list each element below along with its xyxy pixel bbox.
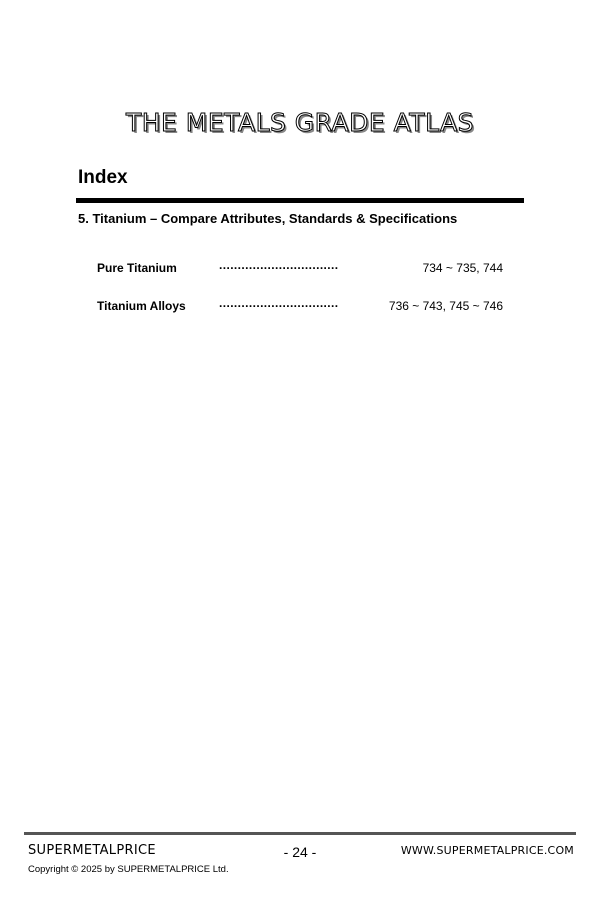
footer-divider bbox=[24, 832, 576, 835]
toc-entry-label: Titanium Alloys bbox=[97, 299, 186, 313]
footer-website-link[interactable]: WWW.SUPERMETALPRICE.COM bbox=[400, 844, 574, 857]
page-number: - 24 - bbox=[283, 844, 317, 860]
toc-dot-leader: ................................ bbox=[219, 296, 339, 310]
footer-brand: SUPERMETALPRICE bbox=[28, 843, 156, 858]
toc-entry-label: Pure Titanium bbox=[97, 261, 177, 275]
section-title: 5. Titanium – Compare Attributes, Standards & Specifications bbox=[78, 211, 458, 226]
toc-entry-pure-titanium[interactable] bbox=[97, 260, 503, 276]
book-title: THE METALS GRADE ATLAS bbox=[125, 108, 475, 137]
index-divider bbox=[76, 198, 524, 203]
index-heading: Index bbox=[78, 167, 128, 188]
toc-dot-leader: ................................ bbox=[219, 258, 339, 272]
toc-entry-pages: 734 ~ 735, 744 bbox=[422, 261, 503, 275]
toc-entry-pages: 736 ~ 743, 745 ~ 746 bbox=[388, 299, 503, 313]
copyright-notice: Copyright © 2025 by SUPERMETALPRICE Ltd. bbox=[28, 864, 229, 875]
toc-entry-titanium-alloys[interactable] bbox=[97, 298, 503, 314]
